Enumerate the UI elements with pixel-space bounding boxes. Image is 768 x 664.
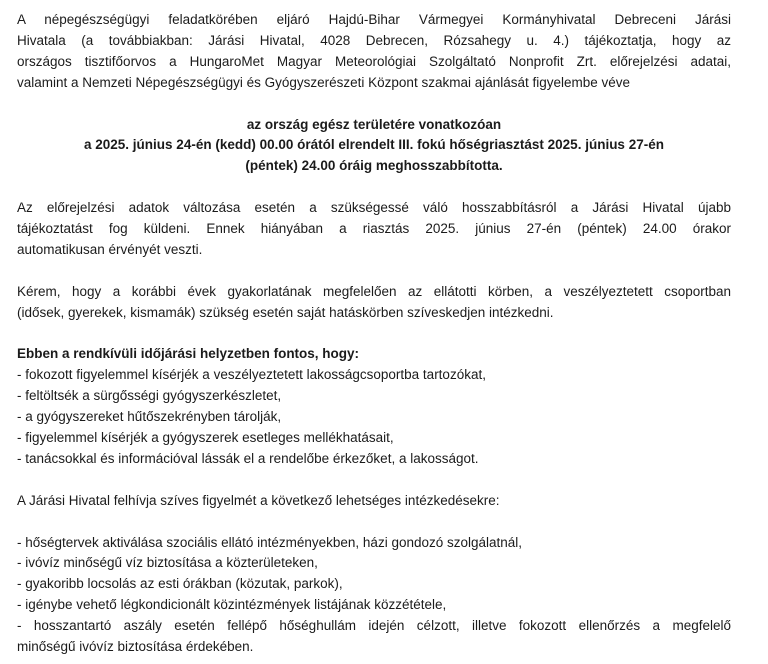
paragraph-line: valamint a Nemzeti Népegészségügyi és Gyógyszerészeti Központ szakmai ajánlását figyelembe véve: [17, 74, 631, 90]
heading-line: az ország egész területére vonatkozóan: [246, 116, 502, 132]
intro-paragraph: [17, 10, 731, 94]
important-section: [17, 344, 731, 469]
forecast-paragraph: [17, 198, 731, 261]
list-item: - feltöltsék a sürgősségi gyógyszerkészletet,: [17, 388, 282, 404]
measures-intro: A Járási Hivatal felhívja szíves figyelmét a következő lehetséges intézkedésekre:: [17, 492, 500, 508]
important-section-title: Ebben a rendkívüli időjárási helyzetben fontos, hogy:: [17, 346, 360, 362]
request-paragraph: [17, 282, 731, 324]
list-item: - igénybe vehető légkondicionált közintézmények listájának közzététele,: [17, 597, 447, 613]
paragraph-line: tájékoztatást fog küldeni. Ennek hiányában a riasztás 2025. június 27-én (péntek) 24.00 órakor: [17, 221, 731, 237]
heading-line: (péntek) 24.00 óráig meghosszabbította.: [245, 158, 503, 174]
list-item: - tanácsokkal és információval lássák el a rendelőbe érkezőket, a lakosságot.: [17, 450, 479, 466]
paragraph-line: A népegészségügyi feladatkörében eljáró Hajdú-Bihar Vármegyei Kormányhivatal Debreceni Járási: [17, 12, 731, 27]
heading-line: a 2025. június 24-én (kedd) 00.00 órától elrendelt III. fokú hőségriasztást 2025. június 27-én: [84, 137, 664, 153]
list-item: - hosszantartó aszály esetén fellépő hőséghullám idején célzott, illetve fokozott ellenőrzés a megfelelő: [17, 618, 731, 634]
list-item: - hőségtervek aktiválása szociális ellátó intézményekben, házi gondozó szolgálatnál,: [17, 534, 523, 550]
paragraph-line: (idősek, gyerekek, kismamák) szükség esetén saját hatáskörben szíveskedjen intézkedni.: [17, 304, 554, 320]
heat-alert-heading: [17, 115, 731, 178]
list-item: - a gyógyszereket hűtőszekrényben tárolják,: [17, 409, 282, 425]
paragraph-line: Az előrejelzési adatok változása esetén a szükségessé váló hosszabbításról a Járási Hivatal újabb: [17, 200, 731, 216]
list-item: - ivóvíz minőségű víz biztosítása a közterületeken,: [17, 555, 318, 571]
paragraph-line: Kérem, hogy a korábbi évek gyakorlatának megfelelően az ellátotti körben, a veszélyeztetett csoportban: [17, 283, 731, 299]
list-item: - figyelemmel kísérjék a gyógyszerek esetleges mellékhatásait,: [17, 430, 394, 446]
paragraph-line: országos tisztifőorvos a HungaroMet Magyar Meteorológiai Szolgáltató Nonprofit Zrt. előrejelzési adatai,: [17, 53, 731, 69]
list-item-continuation: minőségű ivóvíz biztosítása érdekében.: [17, 639, 254, 655]
paragraph-line: automatikusan érvényét veszti.: [17, 241, 203, 257]
list-item: - gyakoribb locsolás az esti órákban (közutak, parkok),: [17, 576, 343, 592]
paragraph-line: Hivatala (a továbbiakban: Járási Hivatal, 4028 Debrecen, Rózsahegy u. 4.) tájékoztatja, hogy az: [17, 32, 731, 48]
measures-list: [17, 533, 731, 658]
list-item: - fokozott figyelemmel kísérjék a veszélyeztetett lakosságcsoportba tartozókat,: [17, 367, 486, 383]
